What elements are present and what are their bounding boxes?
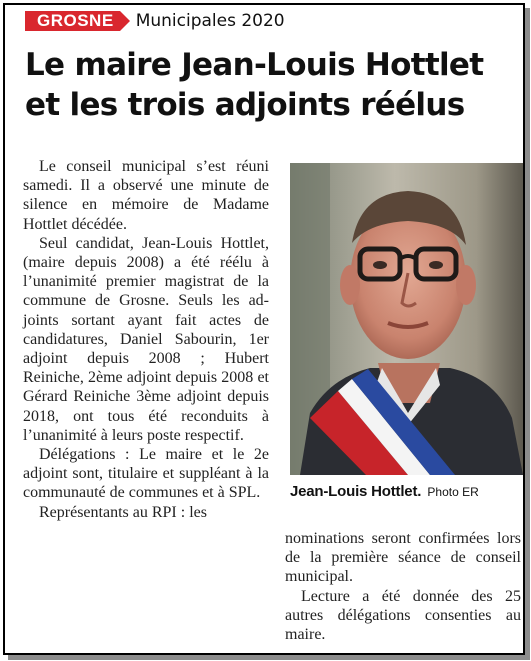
paragraph-delegations: Délégations : Le maire et le 2e adjoint sont, titulaire et suppléant à la communauté de communes et à SPL.: [23, 446, 269, 502]
rubric: Municipales 2020: [135, 11, 285, 31]
caption-name: Jean-Louis Hottlet.: [290, 483, 422, 500]
article-column-left: [23, 157, 269, 522]
paragraph-intro: Le conseil municipal s’est réuni samedi. Il a observé une minute de silence en mémoire de Madame Hottlet décédée.: [23, 158, 269, 233]
article-clipping: [3, 3, 525, 655]
paragraph-election: Seul candidat, Jean-Louis Hottlet, (maire depuis 2008) a été réélu à l’unanimité premier magistrat de la commune de Grosne. Seuls les adjoints sortant ayant fait actes de candidatures, Daniel Sabourin, 1er adjoint depuis 2008 ; Hubert Reiniche, 2ème adjoint depuis 2008 et Gérard Reiniche 3ème adjoint depuis 2018, ont tous été reconduits à l’unanimité à leurs poste respectif.: [23, 234, 269, 444]
paragraph-rpi-end: nominations seront confirmées lors de la première séance de conseil municipal.: [285, 530, 521, 586]
section-tag: GROSNE: [25, 11, 120, 31]
mayor-photo: [290, 163, 523, 475]
kicker: [25, 9, 285, 33]
photo-credit: Photo ER: [427, 485, 479, 499]
paragraph-rpi-start: Représentants au RPI : les: [39, 503, 207, 521]
mayor-portrait-image: [290, 163, 523, 475]
paragraph-reading: Lecture a été donnée des 25 autres délégations consenties au maire.: [285, 587, 521, 644]
headline: Le maire Jean-Louis Hottlet et les trois adjoints réélus: [25, 47, 484, 123]
photo-caption: [290, 483, 479, 500]
article-column-right: [285, 529, 521, 644]
